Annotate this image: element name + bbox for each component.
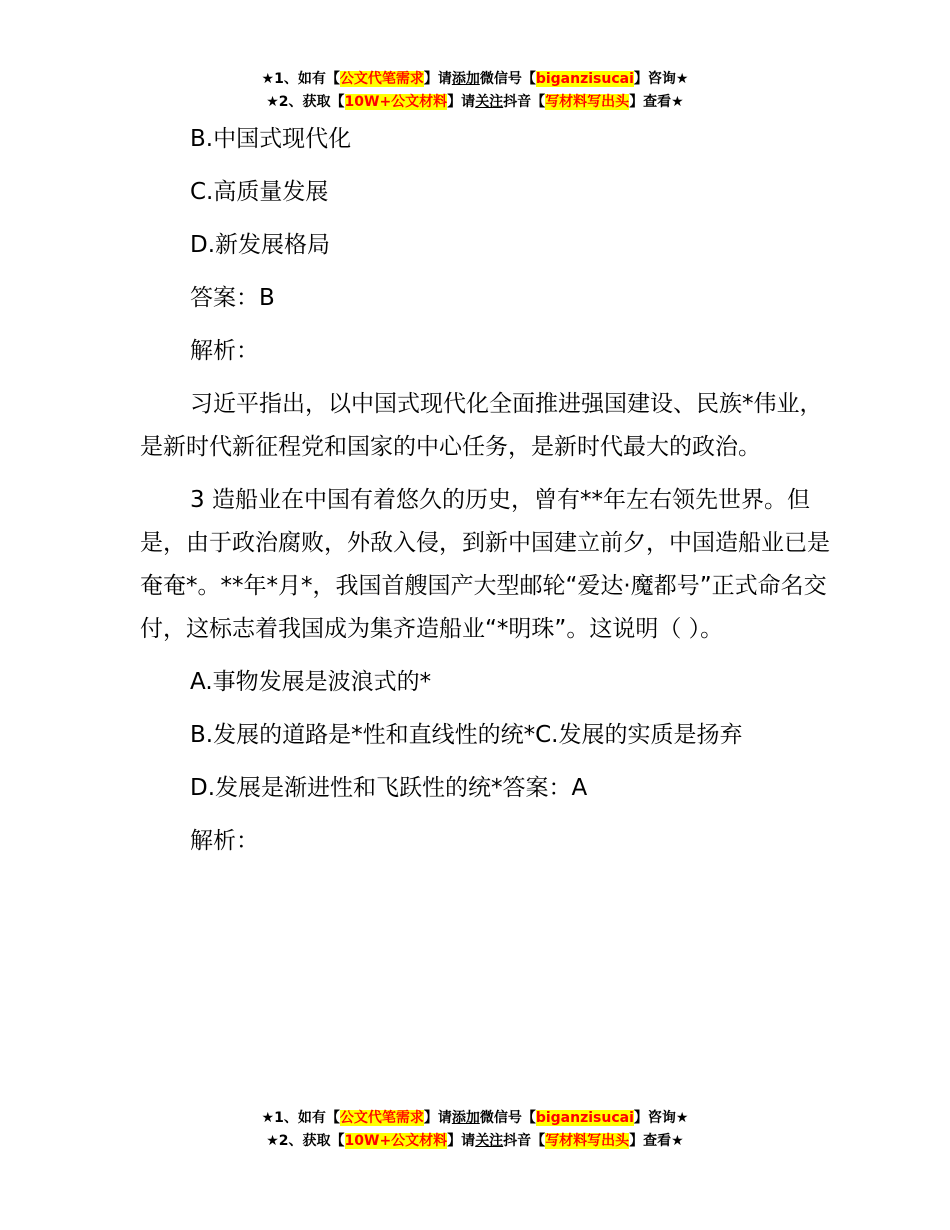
- footer-line-2-mid: 】请: [447, 1133, 476, 1149]
- analysis-paragraph: 习近平指出，以中国式现代化全面推进强国建设、民族*伟业，是新时代新征程党和国家的中心任务，是新时代最大的政治。: [140, 391, 823, 460]
- footer-line-2-prefix: ★2、获取【: [266, 1133, 345, 1149]
- page-footer-banner: [0, 1107, 950, 1153]
- header-line-2: [0, 91, 950, 114]
- header-line-1-mid2: 微信号【: [479, 71, 536, 87]
- header-line-1-highlight-wechat: biganzisucai: [535, 71, 634, 87]
- footer-line-2: [0, 1130, 950, 1153]
- footer-line-1-emphasis: 添加: [451, 1110, 480, 1126]
- page-header-banner: [0, 68, 950, 114]
- header-line-1-suffix: 】咨询★: [633, 71, 689, 87]
- footer-line-1-prefix: ★1、如有【: [261, 1110, 340, 1126]
- footer-line-1-mid2: 微信号【: [479, 1110, 536, 1126]
- footer-line-2-highlight-douyin: 写材料写出头: [545, 1133, 630, 1149]
- document-body: [140, 118, 830, 873]
- option-b-paragraph: B.中国式现代化: [190, 126, 352, 152]
- header-line-1: [0, 68, 950, 91]
- option-d-paragraph: D.新发展格局: [190, 232, 331, 258]
- footer-line-1-highlight-service: 公文代笔需求: [339, 1110, 424, 1126]
- footer-line-1-highlight-wechat: biganzisucai: [535, 1110, 634, 1126]
- header-line-2-mid2: 抖音【: [503, 94, 546, 110]
- option-b-c-paragraph: B.发展的道路是*性和直线性的统*C.发展的实质是扬弃: [190, 722, 743, 748]
- header-line-2-prefix: ★2、获取【: [266, 94, 345, 110]
- footer-line-1-suffix: 】咨询★: [633, 1110, 689, 1126]
- footer-line-1: [0, 1107, 950, 1130]
- header-line-1-highlight-service: 公文代笔需求: [339, 71, 424, 87]
- header-line-2-mid: 】请: [447, 94, 476, 110]
- footer-line-1-mid: 】请: [423, 1110, 452, 1126]
- header-line-1-emphasis: 添加: [451, 71, 480, 87]
- header-line-2-highlight-materials: 10W+公文材料: [344, 94, 448, 110]
- answer-paragraph: 答案：B: [190, 285, 275, 311]
- header-line-2-suffix: 】查看★: [629, 94, 684, 110]
- header-line-1-prefix: ★1、如有【: [261, 71, 340, 87]
- footer-line-2-emphasis: 关注: [475, 1133, 504, 1149]
- footer-line-2-suffix: 】查看★: [629, 1133, 684, 1149]
- header-line-2-highlight-douyin: 写材料写出头: [545, 94, 630, 110]
- analysis-label-2: 解析：: [190, 828, 259, 854]
- option-c-paragraph: C.高质量发展: [190, 179, 329, 205]
- option-a-paragraph: A.事物发展是波浪式的*: [190, 669, 432, 695]
- question-paragraph: 3 造船业在中国有着悠久的历史，曾有**年左右领先世界。但是，由于政治腐败，外敌入侵，到新中国建立前夕，中国造船业已是奄奄*。**年*月*，我国首艘国产大型邮轮“爱达·魔都号”正式命名交付，这标志着我国成为集齐造船业“*明珠”。这说明（ ）。: [140, 487, 830, 642]
- analysis-label: 解析：: [190, 338, 259, 364]
- header-line-2-emphasis: 关注: [475, 94, 504, 110]
- header-line-1-mid: 】请: [423, 71, 452, 87]
- option-d-answer-paragraph: D.发展是渐进性和飞跃性的统*答案：A: [190, 775, 588, 801]
- footer-line-2-mid2: 抖音【: [503, 1133, 546, 1149]
- footer-line-2-highlight-materials: 10W+公文材料: [344, 1133, 448, 1149]
